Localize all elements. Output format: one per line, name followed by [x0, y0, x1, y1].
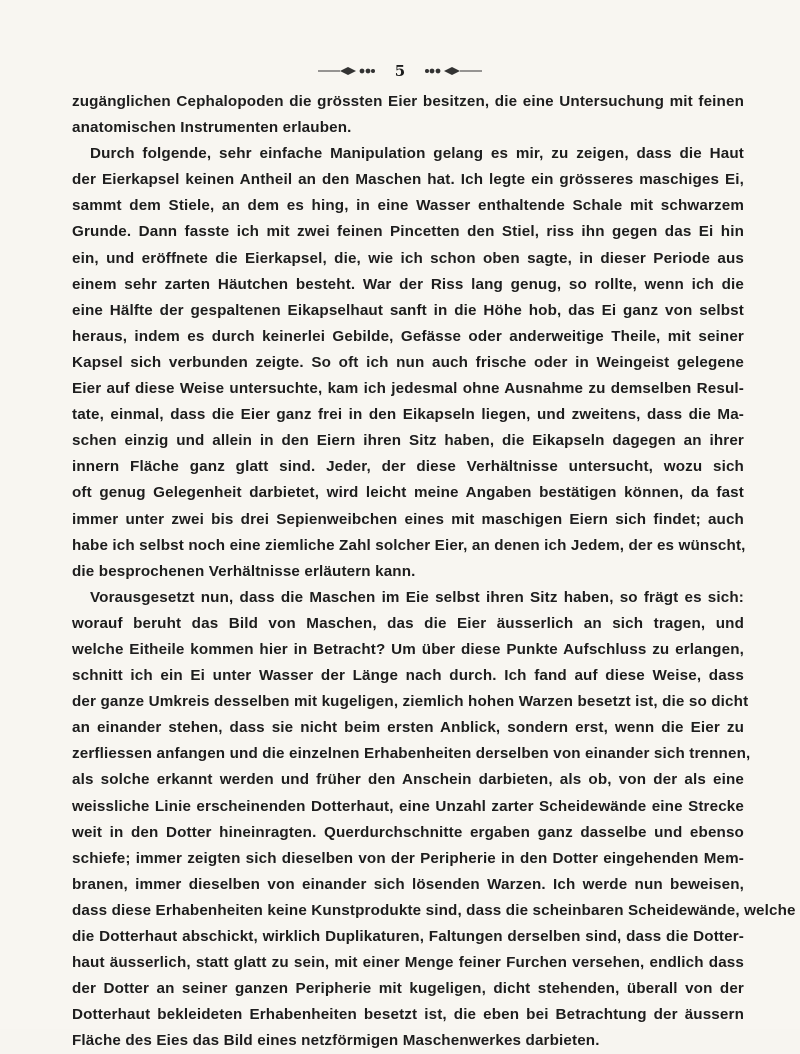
- text-line: einem sehr zarten Häutchen besteht. War der Riss lang genug, so rollte, wenn ich die: [72, 275, 744, 293]
- text-line: Durch folgende, sehr einfache Manipulation gelang es mir, zu zeigen, dass die Haut: [90, 145, 744, 163]
- text-line: Kapsel sich verbunden zeigte. So oft ich nun auch frische oder in Weingeist gelegene: [72, 353, 744, 371]
- page-number: 5: [394, 62, 406, 80]
- text-line: Vorausgesetzt nun, dass die Maschen im Eie selbst ihren Sitz haben, so frägt es sich:: [90, 588, 744, 606]
- text-line: der Eierkapsel keinen Antheil an den Maschen hat. Ich legte ein grösseres maschiges Ei,: [72, 171, 744, 189]
- text-line: Grunde. Dann fasste ich mit zwei feinen Pincetten den Stiel, riss ihn gegen das Ei hin: [72, 223, 744, 241]
- text-line: Eier auf diese Weise untersuchte, kam ich jedesmal ohne Ausnahme zu demselben Resul-: [72, 380, 744, 398]
- text-line: als solche erkannt werden und früher den Anschein darbieten, als ob, von der als eine: [72, 771, 744, 789]
- text-line: habe ich selbst noch eine ziemliche Zahl solcher Eier, an denen ich Jedem, der es wünscht,: [72, 536, 746, 554]
- text-line: Dotterhaut bekleideten Erhabenheiten besetzt ist, die eben bei Betrachtung der äussern: [72, 1006, 744, 1024]
- text-line: die Dotterhaut abschickt, wirklich Duplikaturen, Faltungen derselben sind, dass die Dotter-: [72, 928, 744, 945]
- text-line: zugänglichen Cephalopoden die grössten Eier besitzen, die eine Untersuchung mit feinen: [72, 93, 744, 110]
- text-line: die besprochenen Verhältnisse erläutern kann.: [72, 562, 416, 580]
- text-line: weit in den Dotter hineinragten. Querdurchschnitte ergaben ganz dasselbe und ebenso: [72, 823, 744, 841]
- text-line: der ganze Umkreis desselben mit kugeligen, ziemlich hohen Warzen besetzt ist, die so dicht: [72, 693, 749, 711]
- ornament-left-icon: [318, 66, 376, 76]
- text-line: welche Eitheile kommen hier in Betracht? Um über diese Punkte Aufschluss zu erlangen,: [72, 640, 744, 658]
- text-line: heraus, indem es durch keinerlei Gebilde, Gefässe oder anderweitige Theile, mit seiner: [72, 327, 744, 345]
- text-line: weissliche Linie erscheinenden Dotterhaut, eine Unzahl zarter Scheidewände eine Strecke: [72, 797, 744, 815]
- body-text: [72, 89, 796, 1054]
- text-line: eine Hälfte der gespaltenen Eikapselhaut sanft in die Höhe hob, das Ei ganz von selbst: [72, 301, 744, 319]
- text-line: anatomischen Instrumenten erlauben.: [72, 119, 352, 137]
- text-line: innern Fläche ganz glatt sind. Jeder, der diese Verhältnisse untersucht, wozu sich: [72, 458, 744, 476]
- ornament-right-icon: [424, 66, 482, 76]
- text-line: schen einzig und allein in den Eiern ihren Sitz haben, die Eikapseln dagegen an ihrer: [72, 432, 744, 450]
- text-line: schnitt ich ein Ei unter Wasser der Länge nach durch. Ich fand auf diese Weise, dass: [72, 667, 744, 685]
- text-line: ein, und eröffnete die Eierkapsel, die, wie ich schon oben sagte, in dieser Periode aus: [72, 249, 744, 267]
- text-line: worauf beruht das Bild von Maschen, das die Eier äusserlich an sich tragen, und: [72, 614, 744, 632]
- text-line: branen, immer dieselben von einander sich lösenden Warzen. Ich werde nun beweisen,: [72, 875, 744, 893]
- text-line: tate, einmal, dass die Eier ganz frei in den Eikapseln liegen, und zweitens, dass die Ma-: [72, 406, 744, 424]
- text-line: haut äusserlich, statt glatt zu sein, mit einer Menge feiner Furchen versehen, endlich dass: [72, 954, 744, 972]
- running-header: [0, 60, 800, 81]
- text-line: der Dotter an seiner ganzen Peripherie mit kugeligen, dicht stehenden, überall von der: [72, 980, 744, 998]
- text-line: sammt dem Stiele, an dem es hing, in eine Wasser enthaltende Schale mit schwarzem: [72, 197, 744, 215]
- text-line: an einander stehen, dass sie nicht beim ersten Anblick, sondern erst, wenn die Eier zu: [72, 719, 744, 737]
- text-line: Fläche des Eies das Bild eines netzförmigen Maschenwerkes darbieten.: [72, 1032, 600, 1050]
- text-line: schiefe; immer zeigten sich dieselben von der Peripherie in den Dotter eingehenden Mem-: [72, 849, 744, 867]
- text-line: dass diese Erhabenheiten keine Kunstprodukte sind, dass die scheinbaren Scheidewände, welche: [72, 901, 796, 919]
- text-line: zerfliessen anfangen und die einzelnen Erhabenheiten derselben von einander sich trennen,: [72, 745, 751, 763]
- text-line: immer unter zwei bis drei Sepienweibchen eines mit maschigen Eiern sich findet; auch: [72, 510, 744, 528]
- text-line: oft genug Gelegenheit darbietet, wird leicht meine Angaben bestätigen können, da fast: [72, 484, 744, 502]
